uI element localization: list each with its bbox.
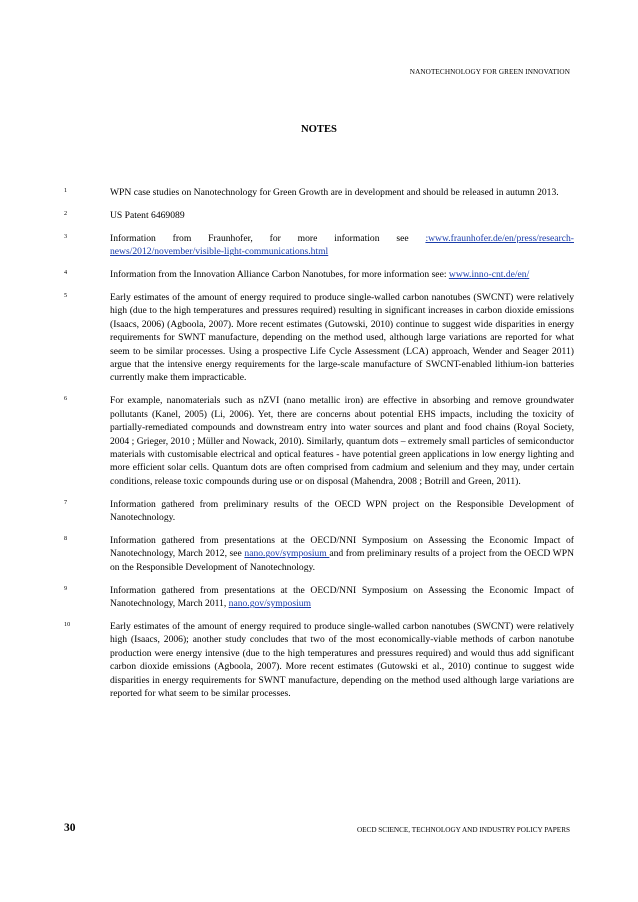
note-link[interactable]: :www.fraunhofer.de/en/press/research-news/2012/november/visible-light-communications.html — [110, 232, 574, 258]
note-link[interactable]: nano.gov/symposium — [244, 548, 330, 560]
note-number: 10 — [64, 621, 71, 629]
note-item — [64, 186, 574, 199]
note-item — [64, 498, 574, 525]
notes-list — [64, 186, 574, 710]
note-text-segment: WPN case studies on Nanotechnology for Green Growth are in development and should be released in autumn 2013. — [110, 187, 559, 198]
note-text — [110, 534, 574, 574]
note-text-segment: Information from the Innovation Alliance Carbon Nanotubes, for more information see: — [110, 269, 449, 281]
series-title: OECD SCIENCE, TECHNOLOGY AND INDUSTRY POLICY PAPERS — [356, 826, 570, 834]
note-item — [64, 620, 574, 700]
note-item — [64, 209, 574, 222]
note-link[interactable]: nano.gov/symposium — [228, 598, 312, 610]
note-text — [110, 291, 574, 385]
note-text — [110, 186, 574, 199]
note-text — [110, 394, 574, 488]
note-text-segment: US Patent 6469089 — [110, 209, 185, 221]
note-item — [64, 232, 574, 259]
note-text-segment: Information gathered from presentations at the OECD/NNI Symposium on Assessing the Economic Impact of Nanotechnology, March 2012, see — [110, 535, 574, 560]
note-item — [64, 268, 574, 281]
note-number: 6 — [64, 395, 68, 403]
note-item — [64, 584, 574, 611]
note-number: 1 — [64, 187, 68, 194]
page-number: 30 — [64, 822, 76, 834]
note-number: 8 — [64, 535, 68, 543]
note-item — [64, 534, 574, 574]
note-text — [110, 498, 574, 525]
note-text — [110, 620, 574, 700]
note-text-segment: Information gathered from presentations at the OECD/NNI Symposium on Assessing the Economic Impact of Nanotechnology, March 2011, — [110, 584, 574, 610]
note-number: 4 — [64, 269, 68, 277]
note-text-segment: Information from Fraunhofer, for more information see — [110, 232, 426, 244]
note-text-segment: Information gathered from preliminary results of the OECD WPN project on the Responsible Development of Nanotechnology. — [110, 498, 574, 524]
note-number: 5 — [64, 292, 68, 300]
note-item — [64, 394, 574, 488]
note-number: 9 — [64, 584, 68, 592]
note-number: 3 — [64, 232, 68, 240]
page-title: NOTES — [301, 124, 337, 135]
note-text — [110, 584, 574, 611]
note-number: 7 — [64, 498, 68, 506]
note-text — [110, 209, 574, 222]
note-text-segment: Early estimates of the amount of energy required to produce single-walled carbon nanotubes (SWCNT) were relatively high (due to the high temperatures and pressures required) resulting in significant increases in carbon dioxide emissions (Isaacs, 2006) (Agboola, 2007). More recent estimates (Gutowski, 2010) continue to suggest wide disparities in energy requirements for SWNT manufacture, depending on the method used, although large variations are reported for what seem to be similar processes. Using a prospective Life Cycle Assessment (LCA) approach, Wender and Seager 2011) argue that the intensive energy requirements for the large-scale manufacture of SWCNT-enabled lithium-ion batteries currently make them impracticable. — [110, 292, 574, 384]
running-header: NANOTECHNOLOGY FOR GREEN INNOVATION — [409, 68, 570, 76]
note-text-segment: and from preliminary results of a project from the OECD WPN on the Responsible Development of Nanotechnology. — [110, 548, 575, 573]
note-link[interactable]: www.inno-cnt.de/en/ — [448, 269, 530, 281]
note-text — [110, 232, 574, 259]
note-number: 2 — [64, 209, 68, 217]
note-text-segment: Early estimates of the amount of energy required to produce single-walled carbon nanotubes (SWCNT) were relatively high (Isaacs, 2006); another study concludes that two of the most economically-viable methods of carbon nanotube production were energy intensive (due to the high temperatures and pressures required) and would thus add significant carbon dioxide emissions (Agboola, 2007). More recent estimates (Gutowski et al., 2010) continue to suggest wide disparities in energy requirements for SWNT manufacture, depending on the method used although large variations are reported for what seem to be similar processes. — [110, 621, 574, 700]
note-item — [64, 291, 574, 385]
note-text — [110, 268, 574, 281]
note-text-segment: For example, nanomaterials such as nZVI (nano metallic iron) are effective in absorbing and remove groundwater pollutants (Kanel, 2005) (Li, 2006). Yet, there are concerns about potential EHS impacts, including the toxicity of partially-remediated compounds and downstream entry into water sources and plant and food chains (Royal Society, 2004 ; Grieger, 2010 ; Müller and Nowack, 2010). Similarly, quantum dots – extremely small particles of semiconductor materials with customisable electrical and optical features - have potential green applications in low energy lighting and more efficient solar cells. Quantum dots are often comprised from cadmium and selenium and they may, under certain conditions, release toxic compounds during use or on disposal (Mahendra, 2008 ; Botrill and Green, 2011). — [110, 395, 574, 487]
